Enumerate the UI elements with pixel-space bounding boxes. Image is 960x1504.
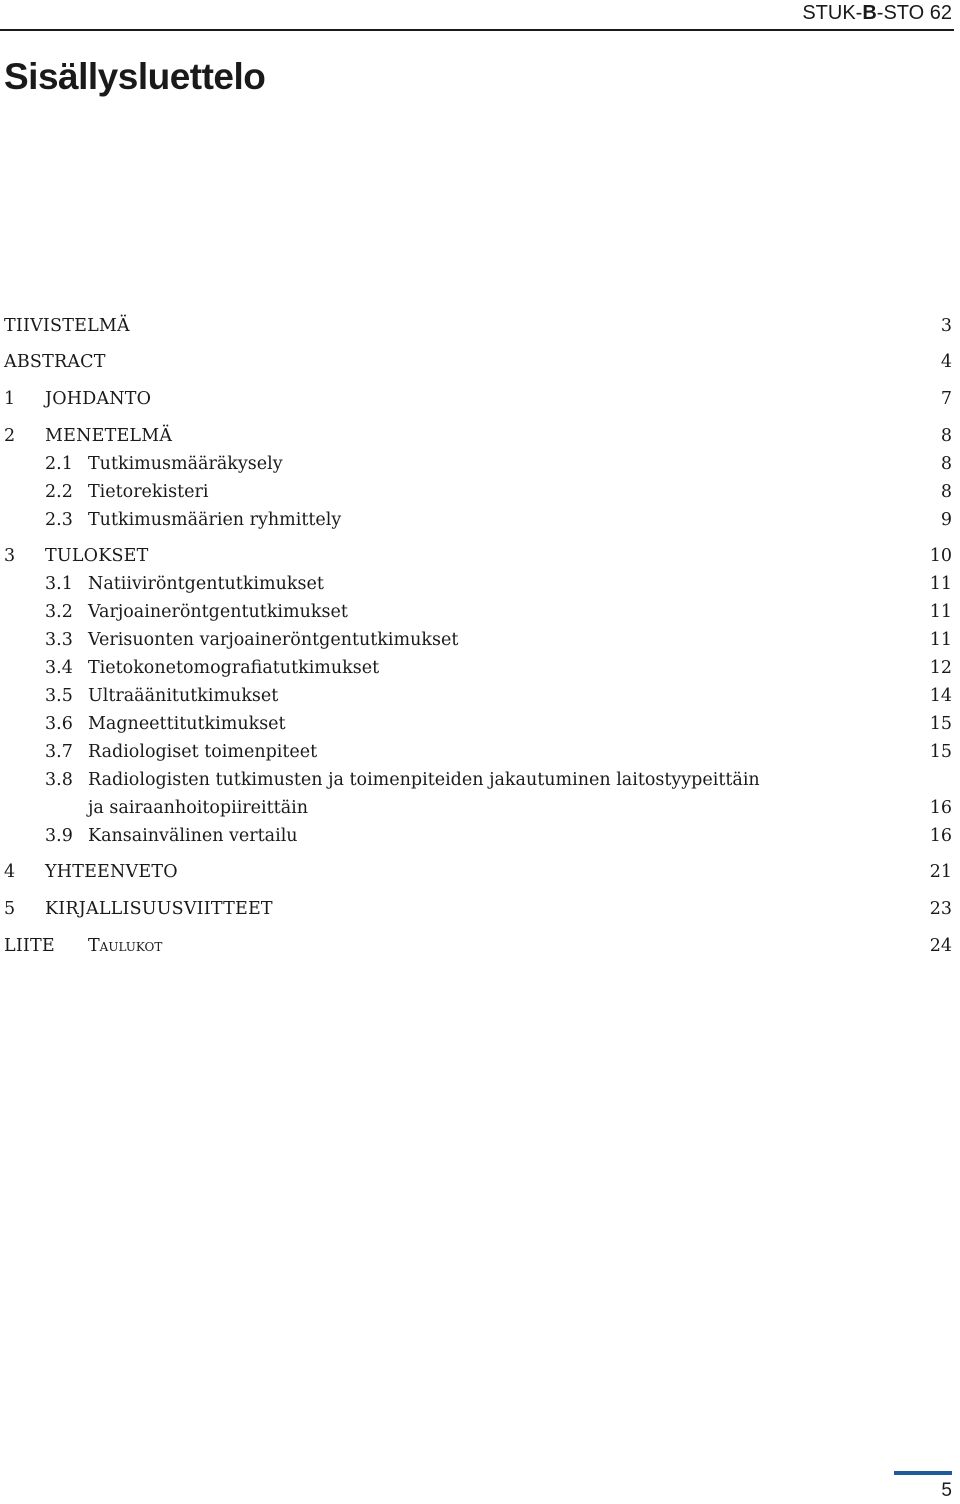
toc-entry-2-3[interactable] bbox=[0, 506, 954, 534]
toc-entry-title: KIRJALLISUUSVIITTEET bbox=[45, 899, 273, 919]
toc-entry-title: Taulukot bbox=[88, 936, 163, 956]
toc-entry-page: 12 bbox=[929, 658, 952, 678]
toc-entry-3-8[interactable] bbox=[0, 766, 954, 794]
toc-entry-3-3[interactable] bbox=[0, 626, 954, 654]
toc-entry-5[interactable] bbox=[0, 895, 954, 923]
toc-entry-page: 4 bbox=[940, 352, 952, 372]
toc-entry-title: Magneettitutkimukset bbox=[88, 714, 286, 734]
toc-entry-3-6[interactable] bbox=[0, 710, 954, 738]
toc-entry-number: 1 bbox=[4, 389, 16, 409]
toc-entry-3-1[interactable] bbox=[0, 570, 954, 598]
toc-entry-number: 3.1 bbox=[45, 574, 73, 594]
toc-entry-number: 3.3 bbox=[45, 630, 73, 650]
toc-entry-number: 3.6 bbox=[45, 714, 73, 734]
toc-entry-3-8-continued[interactable] bbox=[0, 794, 954, 822]
toc-entry-tiivistelma[interactable] bbox=[0, 312, 954, 340]
toc-entry-title: Ultraäänitutkimukset bbox=[88, 686, 279, 706]
toc-entry-page: 15 bbox=[929, 714, 952, 734]
toc-entry-title: Natiiviröntgentutkimukset bbox=[88, 574, 324, 594]
toc-entry-number: 2 bbox=[4, 426, 16, 446]
toc-entry-number: 3.4 bbox=[45, 658, 73, 678]
toc-entry-title: Tietokonetomografiatutkimukset bbox=[88, 658, 380, 678]
toc-entry-page: 16 bbox=[929, 826, 952, 846]
toc-entry-number: 3.9 bbox=[45, 826, 73, 846]
table-of-contents bbox=[0, 312, 954, 960]
toc-entry-page: 10 bbox=[929, 546, 952, 566]
toc-entry-title: Kansainvälinen vertailu bbox=[88, 826, 298, 846]
toc-entry-page: 8 bbox=[940, 426, 952, 446]
toc-entry-number: 2.3 bbox=[45, 510, 73, 530]
toc-entry-3-9[interactable] bbox=[0, 822, 954, 850]
toc-entry-number: LIITE bbox=[4, 936, 55, 956]
toc-entry-title: Verisuonten varjoaineröntgentutkimukset bbox=[88, 630, 459, 650]
toc-entry-page: 16 bbox=[929, 798, 952, 818]
toc-entry-title: TULOKSET bbox=[45, 546, 149, 566]
header-rule bbox=[0, 29, 954, 31]
toc-entry-title: JOHDANTO bbox=[45, 389, 152, 409]
toc-entry-page: 14 bbox=[929, 686, 952, 706]
toc-entry-title: Radiologisten tutkimusten ja toimenpiteiden jakautuminen laitostyypeittäin bbox=[88, 770, 760, 790]
toc-entry-title: MENETELMÄ bbox=[45, 426, 173, 446]
toc-entry-3-7[interactable] bbox=[0, 738, 954, 766]
toc-entry-3-2[interactable] bbox=[0, 598, 954, 626]
toc-entry-page: 15 bbox=[929, 742, 952, 762]
toc-entry-1[interactable] bbox=[0, 385, 954, 413]
page-title: Sisällysluettelo bbox=[4, 56, 266, 97]
toc-entry-number: 3.5 bbox=[45, 686, 73, 706]
toc-entry-page: 3 bbox=[940, 316, 952, 336]
toc-entry-2[interactable] bbox=[0, 422, 954, 450]
series-bold-letter: B bbox=[862, 2, 877, 24]
toc-entry-number: 3.8 bbox=[45, 770, 73, 790]
toc-entry-page: 11 bbox=[929, 630, 952, 650]
toc-entry-number: 3.2 bbox=[45, 602, 73, 622]
toc-entry-liite[interactable] bbox=[0, 932, 954, 960]
toc-entry-title: ABSTRACT bbox=[4, 352, 106, 372]
toc-entry-page: 7 bbox=[940, 389, 952, 409]
toc-entry-number: 2.1 bbox=[45, 454, 73, 474]
toc-entry-title: Tutkimusmäärien ryhmittely bbox=[88, 510, 342, 530]
toc-entry-number: 3.7 bbox=[45, 742, 73, 762]
toc-entry-3-5[interactable] bbox=[0, 682, 954, 710]
footer-accent-rule bbox=[894, 1471, 952, 1475]
toc-entry-title: Tutkimusmääräkysely bbox=[88, 454, 283, 474]
toc-entry-title-line2: ja sairaanhoitopiireittäin bbox=[88, 798, 308, 818]
toc-entry-title: TIIVISTELMÄ bbox=[4, 316, 130, 336]
page-header bbox=[0, 0, 960, 32]
toc-entry-number: 3 bbox=[4, 546, 16, 566]
toc-entry-page: 9 bbox=[940, 510, 952, 530]
toc-entry-title: Radiologiset toimenpiteet bbox=[88, 742, 318, 762]
toc-entry-title: Tietorekisteri bbox=[88, 482, 209, 502]
toc-entry-page: 8 bbox=[940, 482, 952, 502]
toc-entry-page: 24 bbox=[929, 936, 952, 956]
series-label bbox=[802, 2, 952, 25]
toc-entry-title: YHTEENVETO bbox=[45, 862, 178, 882]
series-prefix: STUK- bbox=[802, 2, 863, 24]
toc-entry-3-4[interactable] bbox=[0, 654, 954, 682]
toc-entry-2-1[interactable] bbox=[0, 450, 954, 478]
toc-entry-title: Varjoaineröntgentutkimukset bbox=[88, 602, 348, 622]
series-suffix: -STO 62 bbox=[876, 2, 952, 24]
toc-entry-page: 21 bbox=[929, 862, 952, 882]
toc-entry-page: 8 bbox=[940, 454, 952, 474]
toc-entry-number: 4 bbox=[4, 862, 16, 882]
page-number: 5 bbox=[941, 1480, 952, 1501]
toc-entry-4[interactable] bbox=[0, 858, 954, 886]
toc-entry-2-2[interactable] bbox=[0, 478, 954, 506]
toc-entry-number: 5 bbox=[4, 899, 16, 919]
toc-entry-page: 23 bbox=[929, 899, 952, 919]
toc-entry-3[interactable] bbox=[0, 542, 954, 570]
toc-entry-abstract[interactable] bbox=[0, 348, 954, 376]
toc-entry-page: 11 bbox=[929, 602, 952, 622]
toc-entry-page: 11 bbox=[929, 574, 952, 594]
toc-entry-number: 2.2 bbox=[45, 482, 73, 502]
